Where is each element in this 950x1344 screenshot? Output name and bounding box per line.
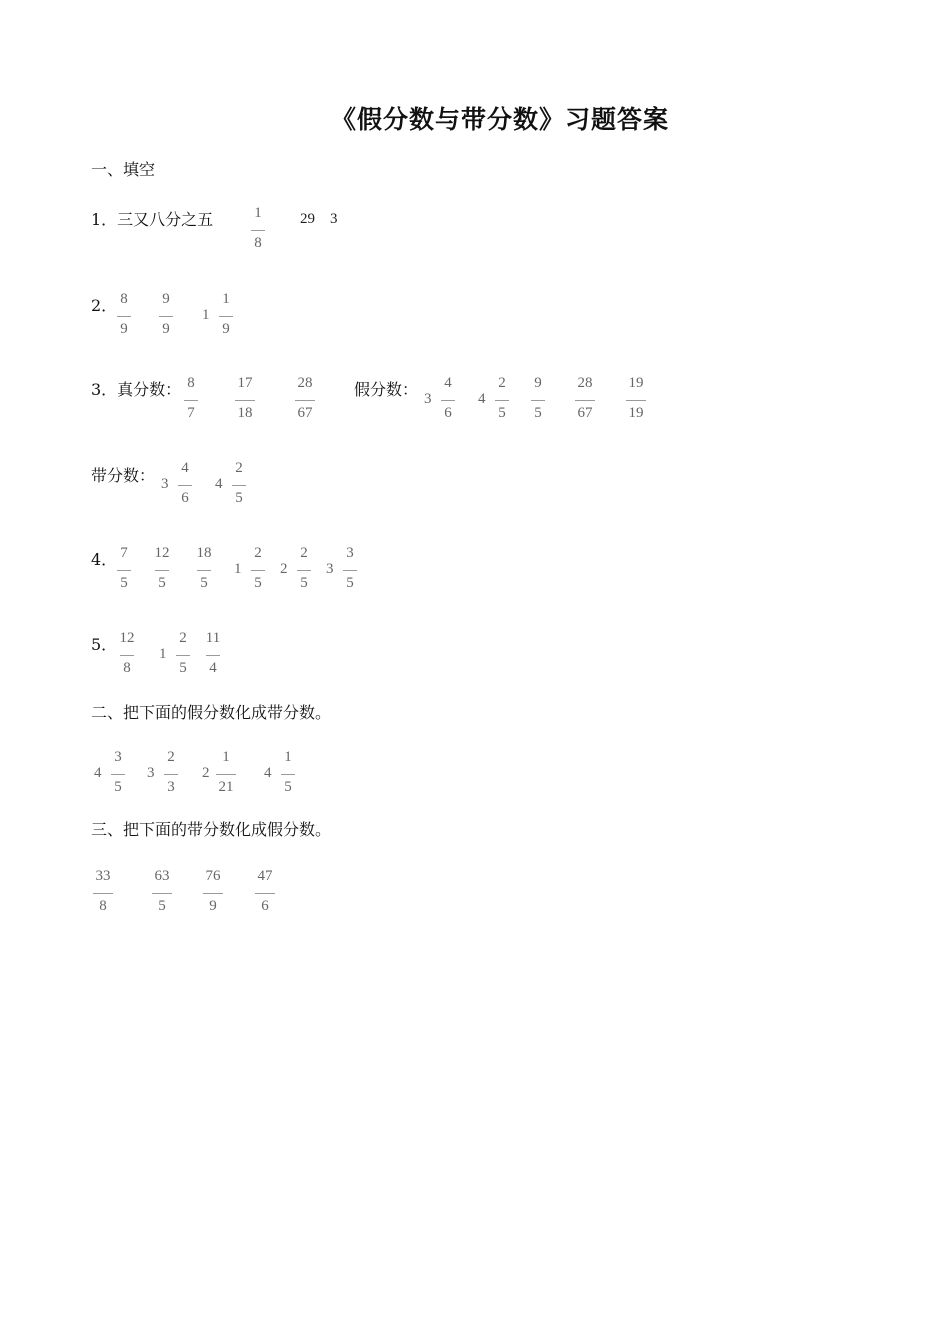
- whole-part: 2: [202, 765, 210, 781]
- denominator: 5: [235, 490, 243, 506]
- fraction-bar: [495, 400, 509, 401]
- fraction-bar: [232, 485, 246, 486]
- fraction-bar: [531, 400, 545, 401]
- denominator: 67: [577, 405, 593, 421]
- denominator: 8: [99, 898, 107, 914]
- fraction: [330, 546, 370, 592]
- q1-value-1: 29: [300, 211, 315, 227]
- numerator: 2: [167, 749, 175, 765]
- numerator: 2: [179, 630, 187, 646]
- denominator: 4: [209, 660, 217, 676]
- fraction-bar: [184, 400, 198, 401]
- q3-improper-label: 假分数：: [354, 380, 419, 399]
- denominator: 19: [628, 405, 644, 421]
- numerator: 9: [534, 375, 542, 391]
- fraction-bar: [216, 774, 236, 775]
- fraction-bar: [120, 655, 134, 656]
- whole-part: 2: [280, 561, 288, 577]
- numerator: 8: [120, 291, 128, 307]
- numerator: 1: [222, 749, 230, 765]
- denominator: 8: [123, 660, 131, 676]
- numerator: 1: [222, 291, 230, 307]
- q4-fraction-3: [184, 546, 224, 592]
- numerator: 28: [297, 375, 313, 391]
- whole-part: 3: [424, 391, 432, 407]
- numerator: 33: [95, 868, 111, 884]
- denominator: 5: [254, 575, 262, 591]
- section2-heading: 二、把下面的假分数化成带分数。: [91, 703, 332, 722]
- section3-heading: 三、把下面的带分数化成假分数。: [91, 820, 332, 839]
- q3-mixed-label: 带分数：: [91, 466, 156, 485]
- q5-fraction-1: [107, 631, 147, 677]
- q1-label: 1．三又八分之五: [91, 210, 214, 229]
- denominator: 6: [261, 898, 269, 914]
- whole-part: 3: [161, 476, 169, 492]
- denominator: 6: [181, 490, 189, 506]
- denominator: 9: [120, 321, 128, 337]
- denominator: 9: [162, 321, 170, 337]
- fraction-bar: [203, 893, 223, 894]
- whole-part: 4: [215, 476, 223, 492]
- page-title: 《假分数与带分数》习题答案: [330, 105, 669, 134]
- fraction-bar: [251, 570, 265, 571]
- numerator: 7: [120, 545, 128, 561]
- fraction-bar: [626, 400, 646, 401]
- whole-part: 3: [326, 561, 334, 577]
- denominator: 3: [167, 779, 175, 795]
- q3-improper-3: [518, 376, 558, 422]
- denominator: 21: [218, 779, 234, 795]
- whole-part: 3: [147, 765, 155, 781]
- numerator: 12: [119, 630, 135, 646]
- fraction: [165, 461, 205, 507]
- whole-part: 1: [234, 561, 242, 577]
- denominator: 5: [114, 779, 122, 795]
- fraction-bar: [178, 485, 192, 486]
- numerator: 63: [154, 868, 170, 884]
- q4-label: 4．: [91, 550, 118, 569]
- fraction-bar: [117, 316, 131, 317]
- denominator: 5: [284, 779, 292, 795]
- whole-part: 1: [159, 646, 167, 662]
- fraction-bar: [176, 655, 190, 656]
- denominator: 5: [498, 405, 506, 421]
- q4-fraction-1: [104, 546, 144, 592]
- s3-fraction-4: [245, 869, 285, 915]
- numerator: 19: [628, 375, 644, 391]
- fraction-bar: [255, 893, 275, 894]
- fraction: [206, 750, 246, 796]
- numerator: 4: [181, 460, 189, 476]
- numerator: 28: [577, 375, 593, 391]
- fraction-bar: [206, 655, 220, 656]
- q2-fraction-2: [146, 292, 186, 338]
- denominator: 5: [179, 660, 187, 676]
- fraction-bar: [93, 893, 113, 894]
- q3-proper-3: [285, 376, 325, 422]
- numerator: 18: [196, 545, 212, 561]
- fraction-bar: [281, 774, 295, 775]
- fraction-bar: [235, 400, 255, 401]
- fraction-bar: [164, 774, 178, 775]
- q1-value-2: 3: [330, 211, 338, 227]
- denominator: 9: [209, 898, 217, 914]
- q2-label: 2．: [91, 296, 118, 315]
- denominator: 5: [200, 575, 208, 591]
- denominator: 5: [158, 575, 166, 591]
- numerator: 12: [154, 545, 170, 561]
- q2-fraction-1: [104, 292, 144, 338]
- fraction: [284, 546, 324, 592]
- denominator: 5: [158, 898, 166, 914]
- q3-label: 3．真分数：: [91, 380, 182, 399]
- fraction-bar: [295, 400, 315, 401]
- denominator: 5: [120, 575, 128, 591]
- fraction: [428, 376, 468, 422]
- numerator: 17: [237, 375, 253, 391]
- fraction: [206, 292, 246, 338]
- numerator: 1: [284, 749, 292, 765]
- fraction-bar: [219, 316, 233, 317]
- fraction-bar: [117, 570, 131, 571]
- s3-fraction-1: [83, 869, 123, 915]
- whole-part: 4: [478, 391, 486, 407]
- denominator: 5: [534, 405, 542, 421]
- fraction-bar: [152, 893, 172, 894]
- denominator: 5: [346, 575, 354, 591]
- q3-proper-2: [225, 376, 265, 422]
- whole-part: 4: [264, 765, 272, 781]
- denominator: 7: [187, 405, 195, 421]
- numerator: 3: [114, 749, 122, 765]
- fraction-bar: [197, 570, 211, 571]
- denominator: 67: [297, 405, 313, 421]
- whole-part: 4: [94, 765, 102, 781]
- q1-fraction: [238, 206, 278, 252]
- denominator: 6: [444, 405, 452, 421]
- numerator: 8: [187, 375, 195, 391]
- q3-improper-5: [616, 376, 656, 422]
- numerator: 2: [254, 545, 262, 561]
- s3-fraction-3: [193, 869, 233, 915]
- fraction-bar: [155, 570, 169, 571]
- fraction: [98, 750, 138, 796]
- denominator: 8: [254, 235, 262, 251]
- s3-fraction-2: [142, 869, 182, 915]
- numerator: 2: [498, 375, 506, 391]
- fraction-bar: [441, 400, 455, 401]
- denominator: 18: [237, 405, 253, 421]
- fraction: [482, 376, 522, 422]
- denominator: 9: [222, 321, 230, 337]
- numerator: 2: [235, 460, 243, 476]
- whole-part: 1: [202, 307, 210, 323]
- numerator: 2: [300, 545, 308, 561]
- fraction: [219, 461, 259, 507]
- numerator: 47: [257, 868, 273, 884]
- denominator: 5: [300, 575, 308, 591]
- section1-heading: 一、填空: [91, 160, 156, 179]
- fraction-bar: [343, 570, 357, 571]
- q5-label: 5．: [91, 635, 118, 654]
- fraction: [151, 750, 191, 796]
- numerator: 9: [162, 291, 170, 307]
- q5-fraction-3: [193, 631, 233, 677]
- numerator: 3: [346, 545, 354, 561]
- fraction-bar: [111, 774, 125, 775]
- fraction: [238, 546, 278, 592]
- fraction: [268, 750, 308, 796]
- fraction-bar: [297, 570, 311, 571]
- fraction-bar: [575, 400, 595, 401]
- numerator: 4: [444, 375, 452, 391]
- numerator: 1: [254, 205, 262, 221]
- fraction-bar: [159, 316, 173, 317]
- q4-fraction-2: [142, 546, 182, 592]
- numerator: 76: [205, 868, 221, 884]
- q3-improper-4: [565, 376, 605, 422]
- numerator: 11: [205, 630, 221, 646]
- q3-proper-1: [171, 376, 211, 422]
- fraction-bar: [251, 230, 265, 231]
